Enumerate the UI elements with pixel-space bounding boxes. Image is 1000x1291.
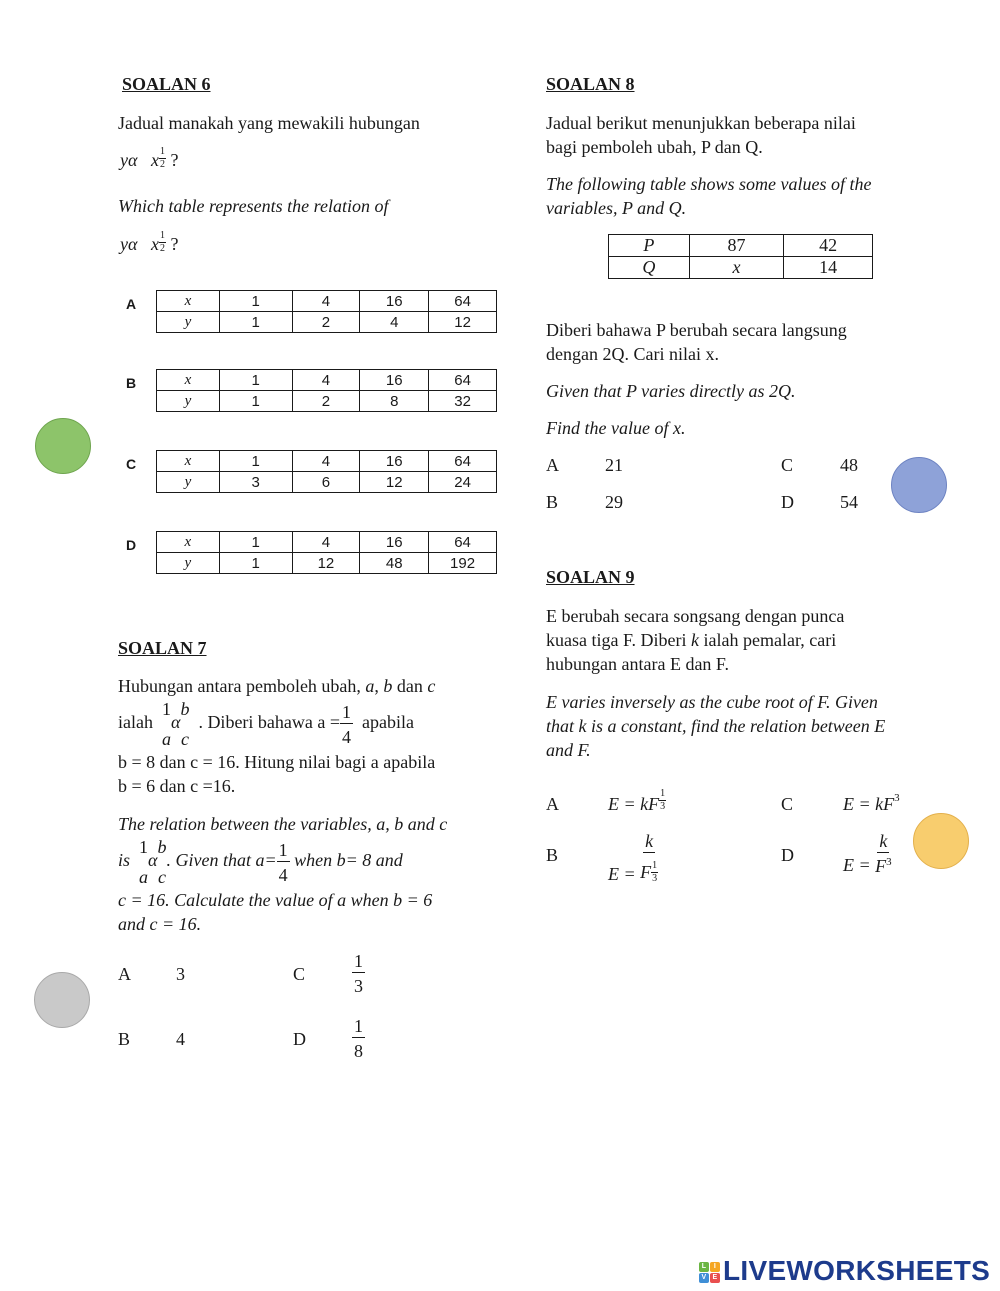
q8-option-b: B 29 bbox=[546, 492, 623, 512]
q6-relation-ms: yα x $\frac{1}{2}$ ? bbox=[120, 146, 179, 170]
table-row: x 1 4 16 64 bbox=[157, 532, 497, 553]
q9-option-a-letter: A bbox=[546, 794, 559, 814]
q6-option-c-letter: C bbox=[126, 456, 137, 472]
table-row: x 1 4 16 64 bbox=[157, 291, 497, 312]
q6-option-a-table bbox=[156, 290, 497, 333]
q8-question-ms-2: dengan 2Q. Cari nilai x. bbox=[546, 344, 719, 364]
q8-option-d: D 54 bbox=[781, 492, 858, 512]
q6-relation-en: yα x $\frac{1}{2}$ ? bbox=[120, 230, 179, 254]
q9-en-1: E varies inversely as the cube root of F. Given bbox=[546, 692, 878, 712]
q7-en-line4: and c = 16. bbox=[118, 914, 202, 934]
q7-option-b: B 4 bbox=[118, 1029, 185, 1049]
q8-question-en-1: Given that P varies directly as 2Q. bbox=[546, 381, 796, 401]
q6-question-en: Which table represents the relation of bbox=[118, 196, 389, 216]
q7-option-c-value: $\frac{1}{3}$ bbox=[354, 951, 363, 996]
q9-option-d-letter: D bbox=[781, 845, 794, 865]
q7-option-d-value: $\frac{1}{8}$ bbox=[354, 1016, 363, 1061]
table-row: y 3 6 12 24 bbox=[157, 472, 497, 493]
q9-ms-2: kuasa tiga F. Diberi k ialah pemalar, cari bbox=[546, 630, 837, 650]
q7-en-line1: The relation between the variables, a, b and c bbox=[118, 814, 448, 834]
table-row: x 1 4 16 64 bbox=[157, 370, 497, 391]
q6-option-a-letter: A bbox=[126, 296, 137, 312]
table-row: y 1 2 4 12 bbox=[157, 312, 497, 333]
q9-heading: SOALAN 9 bbox=[546, 567, 635, 587]
table-row: y 1 12 48 192 bbox=[157, 553, 497, 574]
q6-heading: SOALAN 6 bbox=[122, 74, 211, 94]
q6-option-d-letter: D bbox=[126, 537, 137, 553]
q9-en-2: that k is a constant, find the relation between E bbox=[546, 716, 886, 736]
q7-ms-line2: ialah 1 a α b c . Diberi bahawa a = $\frac{1}{4}$ apabila bbox=[118, 699, 415, 749]
q6-option-b-letter: B bbox=[126, 375, 137, 391]
q8-option-a: A 21 bbox=[546, 455, 623, 475]
q9-ms-3: hubungan antara E dan F. bbox=[546, 654, 730, 674]
q7-option-d: D bbox=[293, 1029, 306, 1049]
q6-option-d-table bbox=[156, 531, 497, 574]
q9-option-d: E = $\frac{k}{F^3}$ bbox=[843, 831, 892, 876]
q7-option-a: A 3 bbox=[118, 964, 185, 984]
q9-ms-1: E berubah secara songsang dengan punca bbox=[546, 606, 845, 626]
table-row: Q x 14 bbox=[609, 257, 873, 279]
answer-drop-target-green[interactable] bbox=[35, 418, 91, 474]
q8-table bbox=[608, 234, 873, 279]
q7-en-line3: c = 16. Calculate the value of a when b = 6 bbox=[118, 890, 433, 910]
q9-option-a: E = kF $\frac{1}{3}$ bbox=[608, 788, 666, 814]
q7-ms-line3: b = 8 dan c = 16. Hitung nilai bagi a apabila bbox=[118, 752, 436, 772]
logo-badge-icon: L I V E bbox=[699, 1262, 720, 1283]
q8-question-ms-1: Diberi bahawa P berubah secara langsung bbox=[546, 320, 847, 340]
q7-ms-line4: b = 6 dan c =16. bbox=[118, 776, 236, 796]
q9-option-b-letter: B bbox=[546, 845, 559, 865]
answer-drop-target-orange[interactable] bbox=[913, 813, 969, 869]
q9-en-3: and F. bbox=[546, 740, 591, 760]
answer-drop-target-grey[interactable] bbox=[34, 972, 90, 1028]
table-row: y 1 2 8 32 bbox=[157, 391, 497, 412]
q8-option-c: C 48 bbox=[781, 455, 858, 475]
table-row: x 1 4 16 64 bbox=[157, 451, 497, 472]
q8-question-en-2: Find the value of x. bbox=[546, 418, 686, 438]
q6-option-c-table bbox=[156, 450, 497, 493]
q9-option-b: E = k F $\frac{1}{3}$ bbox=[608, 831, 658, 885]
q8-intro-en-2: variables, P and Q. bbox=[546, 198, 687, 218]
q8-intro-ms-2: bagi pemboleh ubah, P dan Q. bbox=[546, 137, 763, 157]
answer-drop-target-blue[interactable] bbox=[891, 457, 947, 513]
q6-option-b-table bbox=[156, 369, 497, 412]
q7-heading: SOALAN 7 bbox=[118, 638, 207, 658]
q8-heading: SOALAN 8 bbox=[546, 74, 635, 94]
q9-option-c: $E = kF^3$ bbox=[843, 792, 900, 814]
q7-ms-line1: Hubungan antara pemboleh ubah, a, b dan c bbox=[118, 676, 436, 696]
q9-option-c-letter: C bbox=[781, 794, 794, 814]
q8-intro-ms-1: Jadual berikut menunjukkan beberapa nilai bbox=[546, 113, 856, 133]
liveworksheets-logo: L I V E LIVEWORKSHEETS bbox=[699, 1255, 990, 1287]
q8-intro-en-1: The following table shows some values of the bbox=[546, 174, 872, 194]
q6-question-ms: Jadual manakah yang mewakili hubungan bbox=[118, 113, 420, 133]
q7-option-c: C bbox=[293, 964, 306, 984]
table-row: P 87 42 bbox=[609, 235, 873, 257]
q7-en-line2: is 1 a α b c . Given that a= $\frac{1}{4}$ when b= 8 and bbox=[118, 837, 403, 887]
